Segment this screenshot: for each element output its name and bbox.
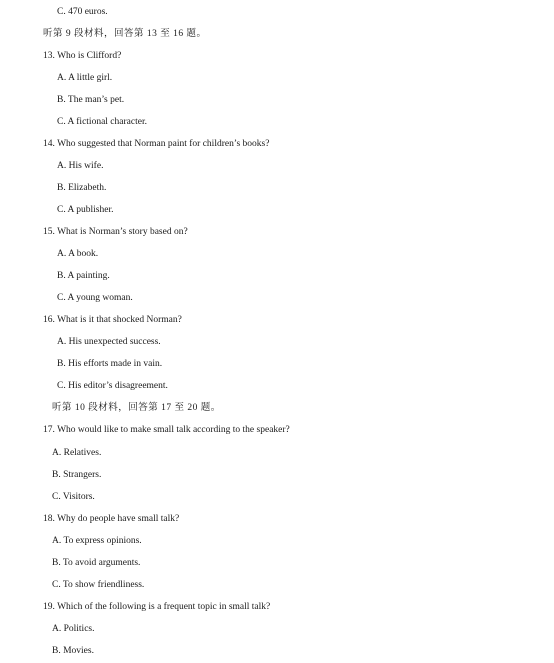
option-18-c: C. To show friendliness. [52,580,145,590]
question-15: 15. What is Norman’s story based on? [43,227,188,237]
question-17: 17. Who would like to make small talk according to the speaker? [43,425,290,435]
question-16: 16. What is it that shocked Norman? [43,315,182,325]
question-18: 18. Why do people have small talk? [43,514,180,524]
option-c-12: C. 470 euros. [57,7,108,17]
question-19: 19. Which of the following is a frequent topic in small talk? [43,602,271,612]
option-17-a: A. Relatives. [52,448,102,458]
option-13-b: B. The man’s pet. [57,95,125,105]
option-16-c: C. His editor’s disagreement. [57,381,168,391]
option-15-b: B. A painting. [57,271,110,281]
section-heading-9: 听第 9 段材料，回答第 13 至 16 题。 [43,29,207,39]
option-16-b: B. His efforts made in vain. [57,359,163,369]
question-13: 13. Who is Clifford? [43,51,122,61]
option-14-b: B. Elizabeth. [57,183,107,193]
option-16-a: A. His unexpected success. [57,337,161,347]
option-15-c: C. A young woman. [57,293,133,303]
option-19-a: A. Politics. [52,624,95,634]
option-18-b: B. To avoid arguments. [52,558,141,568]
option-15-a: A. A book. [57,249,99,259]
option-13-c: C. A fictional character. [57,117,147,127]
section-heading-10: 听第 10 段材料，回答第 17 至 20 题。 [52,403,221,413]
option-17-b: B. Strangers. [52,470,102,480]
option-13-a: A. A little girl. [57,73,113,83]
option-18-a: A. To express opinions. [52,536,142,546]
option-19-b: B. Movies. [52,646,94,656]
option-14-a: A. His wife. [57,161,104,171]
question-14: 14. Who suggested that Norman paint for children’s books? [43,139,270,149]
option-14-c: C. A publisher. [57,205,114,215]
option-17-c: C. Visitors. [52,492,95,502]
